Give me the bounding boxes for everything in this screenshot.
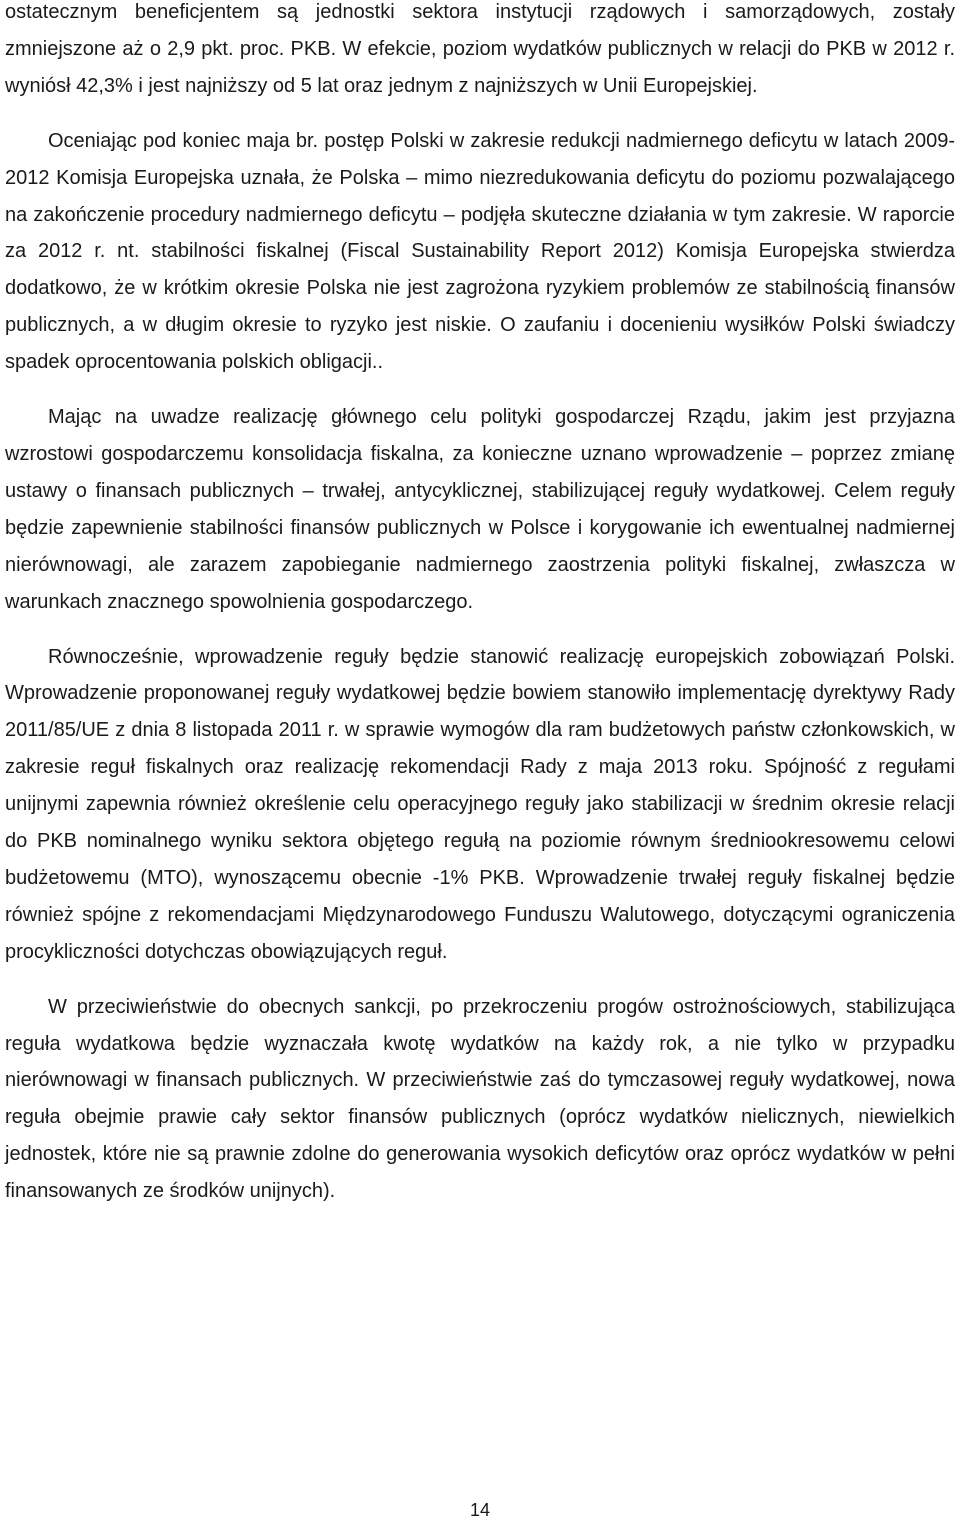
page-number: 14 [469,1500,491,1520]
paragraph-1: ostatecznym beneficjentem są jednostki sektora instytucji rządowych i samorządowych, zostały zmniejszone aż o 2,9 pkt. proc. PKB. W efekcie, poziom wydatków publicznych w relacji do PKB w 2012 r. wyniósł 42,3% i jest najniższy od 5 lat oraz jednym z najniższych w Unii Europejskiej. [5,1,955,97]
paragraph-3: Mając na uwadze realizację głównego celu polityki gospodarczej Rządu, jakim jest przyjazna wzrostowi gospodarczemu konsolidacja fiskalna, za konieczne uznano wprowadzenie – poprzez zmianę ustawy o finansach publicznych – trwałej, antycyklicznej, stabilizującej reguły wydatkowej. Celem reguły będzie zapewnienie stabilności finansów publicznych w Polsce i korygowanie ich ewentualnej nadmiernej nierównowagi, ale zarazem zapobieganie nadmiernego zaostrzenia polityki fiskalnej, zwłaszcza w warunkach znacznego spowolnienia gospodarczego. [5,406,955,613]
paragraph-5: W przeciwieństwie do obecnych sankcji, po przekroczeniu progów ostrożnościowych, stabilizująca reguła wydatkowa będzie wyznaczała kwotę wydatków na każdy rok, a nie tylko w przypadku nierównowagi w finansach publicznych. W przeciwieństwie zaś do tymczasowej reguły wydatkowej, nowa reguła obejmie prawie cały sektor finansów publicznych (oprócz wydatków nielicznych, niewielkich jednostek, które nie są prawnie zdolne do generowania wysokich deficytów oraz oprócz wydatków w pełni finansowanych ze środków unijnych). [5,995,955,1203]
document-page [5,0,955,1228]
paragraph-2: Oceniając pod koniec maja br. postęp Polski w zakresie redukcji nadmiernego deficytu w latach 2009-2012 Komisja Europejska uznała, że Polska – mimo niezredukowania deficytu do poziomu pozwalającego na zakończenie procedury nadmiernego deficytu – podjęła skuteczne działania w tym zakresie. W raporcie za 2012 r. nt. stabilności fiskalnej (Fiscal Sustainability Report 2012) Komisja Europejska stwierdza dodatkowo, że w krótkim okresie Polska nie jest zagrożona ryzykiem problemów ze stabilnością finansów publicznych, a w długim okresie to ryzyko jest niskie. O zaufaniu i docenieniu wysiłków Polski świadczy spadek oprocentowania polskich obligacji.. [5,129,955,374]
paragraph-4: Równocześnie, wprowadzenie reguły będzie stanowić realizację europejskich zobowiązań Polski. Wprowadzenie proponowanej reguły wydatkowej będzie bowiem stanowiło implementację dyrektywy Rady 2011/85/UE z dnia 8 listopada 2011 r. w sprawie wymogów dla ram budżetowych państw członkowskich, w zakresie reguł fiskalnych oraz realizację rekomendacji Rady z maja 2013 roku. Spójność z regułami unijnymi zapewnia również określenie celu operacyjnego reguły jako stabilizacji w średnim okresie relacji do PKB nominalnego wyniku sektora objętego regułą na poziomie równym średniookresowemu celowi budżetowemu (MTO), wynoszącemu obecnie -1% PKB. Wprowadzenie trwałej reguły fiskalnej będzie również spójne z rekomendacjami Międzynarodowego Funduszu Walutowego, dotyczącymi ograniczenia procykliczności dotychczas obowiązujących reguł. [5,645,955,963]
